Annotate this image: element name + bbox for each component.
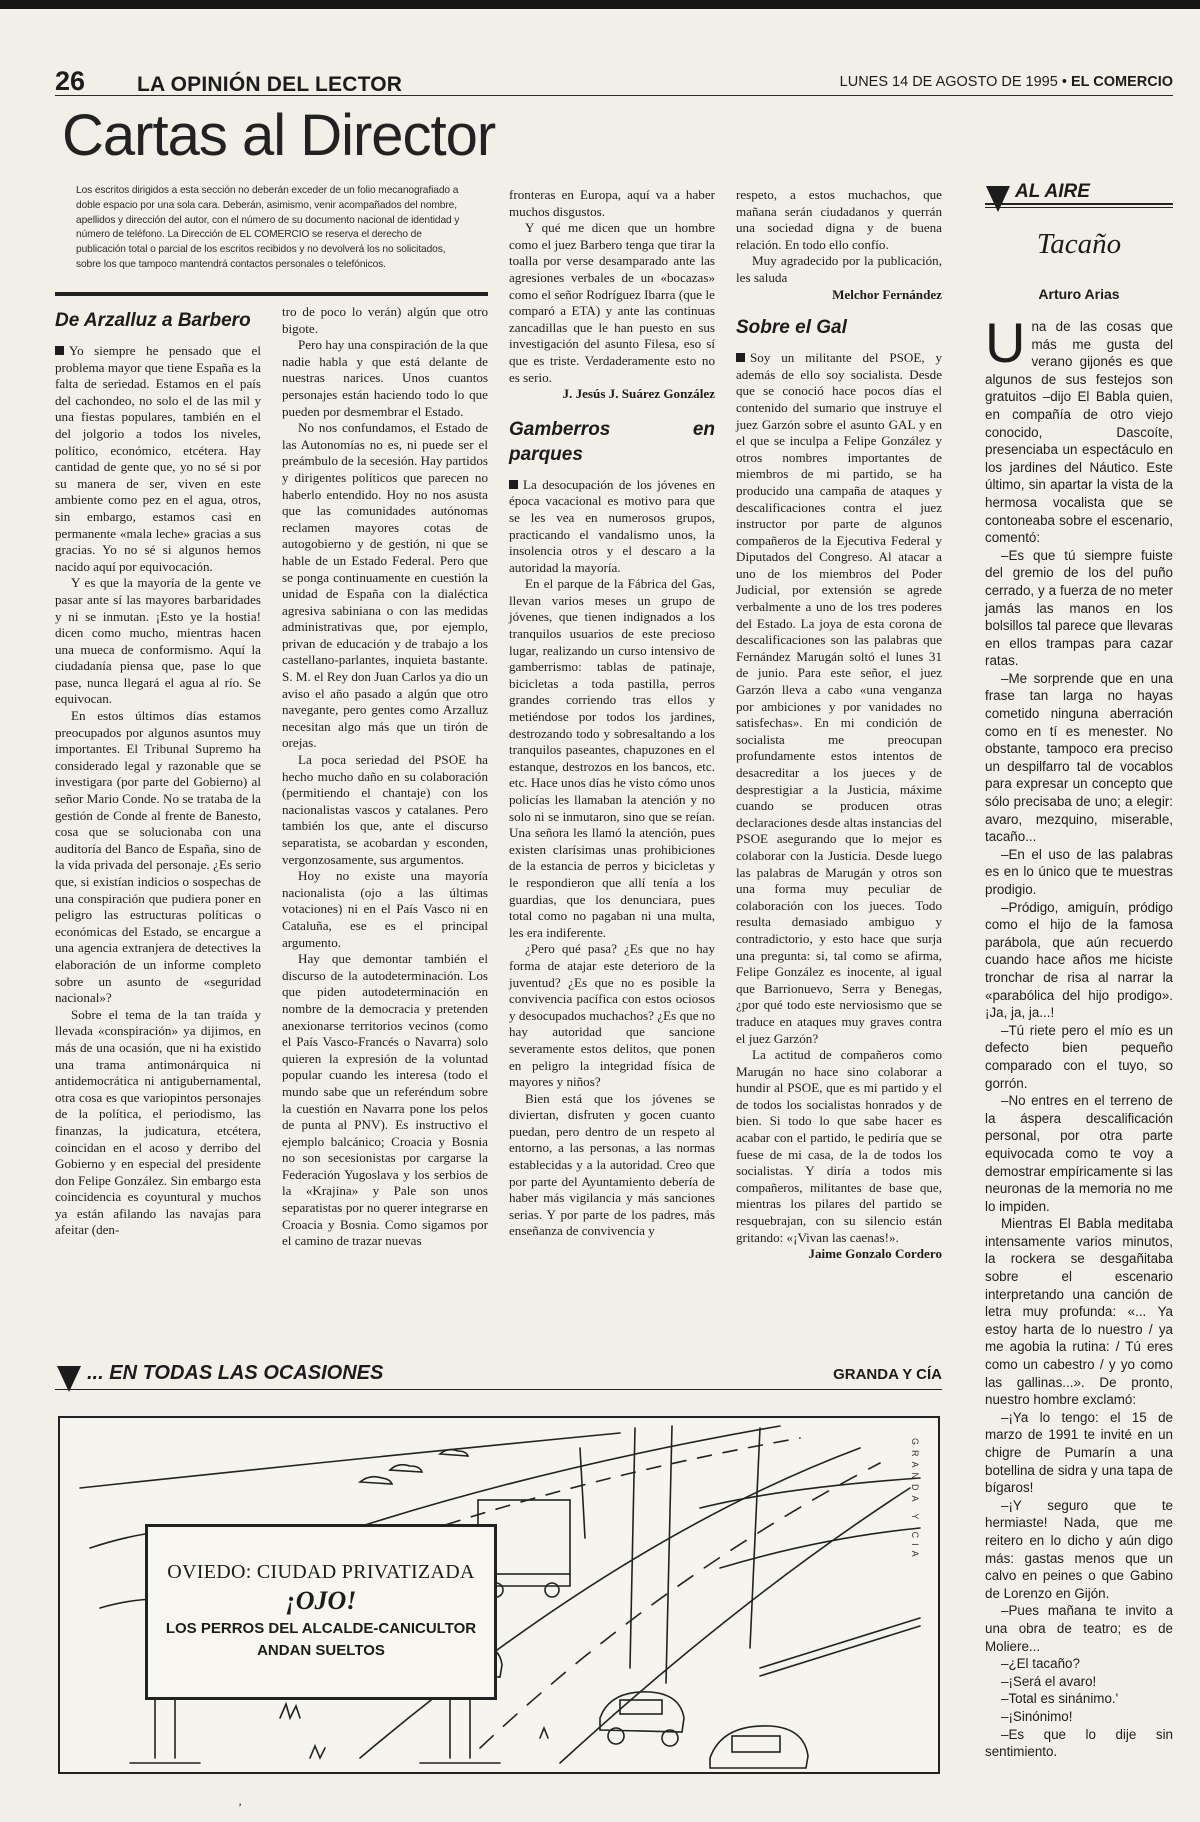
cartoon-road-edge <box>560 1488 910 1763</box>
column-4 <box>736 187 942 1263</box>
column-3 <box>509 187 715 1240</box>
al-aire-paragraph: –Es que lo dije sin sentimiento. <box>985 1726 1173 1760</box>
cartoon-car <box>710 1726 808 1768</box>
cartoon-panel <box>58 1416 940 1774</box>
cartoon-car <box>600 1692 684 1732</box>
letter3-signature: Jaime Gonzalo Cordero <box>808 1246 942 1262</box>
dropcap: U <box>985 311 1026 374</box>
section-name: LA OPINIÓN DEL LECTOR <box>137 73 403 96</box>
al-aire-paragraph: –Pues mañana te invito a una obra de teatro; es de Moliere... <box>985 1603 1173 1654</box>
letter1-paragraph: fronteras en Europa, aquí va a haber muchos disgustos. <box>509 187 715 219</box>
letter2-paragraph: Bien está que los jóvenes se diviertan, disfruten y gocen cuanto puedan, pero dentro de un respeto al entorno, a las personas, a las normas establecidas y a la autoridad. Creo que por parte del Ayuntamiento debería de haber más vigilancia y más sanciones serias. Y por parte de los padres, más enseñanza de convivencia y <box>509 1090 715 1239</box>
al-aire-column <box>985 311 1173 1761</box>
cartoon-wheel <box>545 1583 559 1597</box>
letter1-paragraph: En estos últimos días estamos preocupados por algunos asuntos muy importantes. El Tribunal Supremo ha considerado legal y razonable que se investigara (por parte del Gobierno) al señor Mario Conde. No se trataba de la gestión de Conde al frente de Banesto, cosa que se solucionaba con una auditoría del Banco de España, sino de la vida privada del personaje. ¿Es serio que, si existían indicios o sospechas de una conspiración que pudiera poner en peligro las estructuras políticas o económicas del Estado, se encargue a una agencia extranjera de detectives la elaboración de un informe completo sobre un asunto de «seguridad nacional»? <box>55 708 261 1006</box>
al-aire-paragraph: –¡Ya lo tengo: el 15 de marzo de 1991 te invité en un chigre de Pumarín a una botellina de sidra y una tapa de bígaros! <box>985 1409 1173 1496</box>
al-aire-paragraph: –Total es sinánimo.' <box>1001 1691 1119 1707</box>
cartoon-section-label: ... EN TODAS LAS OCASIONES <box>87 1362 384 1384</box>
letter1-paragraph: Y qué me dicen que un hombre como el juez Barbero tenga que tirar la toalla por verse desamparado ante las agresiones verbales de un «bocazas» como el señor Rodríguez Ibarra (que le comparó a ETA) y ante las continuas zancadillas que le han puesto en sus investigación del asunto Filesa, eso sí que es triste. Verdaderamente esto no es serio. <box>509 220 715 385</box>
cartoon-car-window <box>620 1700 662 1714</box>
billboard-line-4: ANDAN SUELTOS <box>257 1642 385 1659</box>
bullet-square-icon <box>55 346 64 355</box>
letter3-headline: Sobre el Gal <box>736 317 847 339</box>
letter1-paragraph: Pero hay una conspiración de la que nadie habla y que está delante de nuestras narices. Unos cuantos personajes están haciendo todo lo que pueden por desmembrar el Estado. <box>282 337 488 419</box>
column-author: Arturo Arias <box>1038 286 1120 302</box>
rule-letter1 <box>55 292 488 296</box>
letter2-paragraph: ¿Pero qué pasa? ¿Es que no hay forma de atajar este deterioro de la juventud? ¿Es que no es posible la convivencia pacífica con estos ociosos y desocupados muchachos? ¿Es que no hay autoridad que sancione severamente estos delitos, que ponen en peligro la integridad física de mayores y niños? <box>509 941 715 1090</box>
al-aire-paragraph: –Me sorprende que en una frase tan larga no hayas cometido ninguna aberración como en tí es menester. No obstante, tampoco era preciso un despilfarro tal de vocablos para expresar un concepto que sólo precisaba de uno; a elegir: avaro, mezquino, miserable, tacaño... <box>985 670 1173 845</box>
letter1-signature: J. Jesús J. Suárez González <box>562 386 715 402</box>
cartoon-far-car <box>390 1465 422 1472</box>
page-number: 26 <box>55 66 86 96</box>
date-line <box>840 74 1173 90</box>
letter3-text: Soy un militante del PSOE, y además de ello soy socialista. Desde que se conoció hace pocos días el contenido del sumario que instruye el juez Garzón sobre el asunto GAL y en el que se inculpa a Felipe González y otros nombres importantes de miembros de mi partido, se ha producido una campaña de ataques y descalificaciones contra el juez instructor por parte de algunos compañeros de la Ejecutiva Federal y Diputados del Congreso. Al atacar a uno de los miembros del Poder Judicial, por extensión se agrede verbalmente a uno de los tres poderes del Estado. La joya de esta corona de descalificaciones son las palabras que Fernández Marugán soltó el lunes 31 de junio. Para este señor, el juez Garzón lleva a cabo «una venganza por ambiciones y por vanidades no satisfechas». En mi condición de socialista me preocupan profundamente estos intentos de desacreditar a los jueces y de desprestigiar a la Justicia, máxime cuando se producen otras declaraciones desde altas instancias del PSOE asegurando que lo mejor es colaborar con la Justicia. Desde luego las palabras de Marugán y otros son una forma muy peculiar de colaboración con los jueces. Todo resulta demasiado ambiguo y contradictorio, y esto hace que surja una pregunta: si, tal como se afirma, Felipe González es inocente, al igual que Barrionuevo, Serra y Benegas, ¿por qué todo este nerviosismo que se traduce en ataques muy graves contra el juez Garzón? <box>736 350 942 1046</box>
al-aire-paragraph: –Pródigo, amiguín, pródigo como el hijo de la famosa parábola, que aún recuerdo cuando hace años me hiciste tronchar de risa al narrar la «parabólica del hijo prodigo». ¡Ja, ja, ja...! <box>985 899 1173 1021</box>
letter2-text: La desocupación de los jóvenes en época vacacional es motivo para que se les vea en numerosos grupos, practicando el vandalismo unos, la insolencia otros y el descaro a la autoridad la mayoría. <box>509 476 715 575</box>
cartoon-pole <box>630 1428 635 1668</box>
letter1-paragraph: tro de poco lo verán) algún que otro bigote. <box>282 304 488 336</box>
letter2-paragraph <box>509 477 715 577</box>
al-aire-header <box>985 181 1173 211</box>
date-separator: • <box>1057 74 1071 90</box>
al-aire-rule <box>985 203 1173 205</box>
letter1-paragraph: Hoy no existe una mayoría nacionalista (ojo a las últimas votaciones) ni en el País Vasco ni en Cataluña, ese es el principal argumento. <box>282 868 488 950</box>
cartoon-far-car <box>440 1450 468 1456</box>
al-aire-paragraph: –Es que tú siempre fuiste del gremio de los del puño cerrado, y a fuerza de no meter jamás las manos en los bolsillos tal parece que llevaras en ellos trampas para cazar ratas. <box>985 547 1173 669</box>
letter1-column-1 <box>55 300 261 1239</box>
cartoon-grass <box>280 1704 300 1718</box>
letter2-paragraph: En el parque de la Fábrica del Gas, llevan varios meses un grupo de jóvenes, que tienen indignados a los tranquilos usuarios de este precioso lugar, realizando un curso intensivo de gamberrismo: tablas de patinaje, bicicletas a toda pastilla, perros grandes corriendo tras ellos y metiéndose por todos los jardines, destrozando todo y sobresaltando a los tranquilos paseantes, chapuzones en el estanque, destrozos en los bancos, etc. etc. Hace unos días he visto cómo unos policías les llamaban la atención y no solo ni se inmutaron, sino que se reían. Una señora les llamó la atención, pues existen clarísimas unas prohibiciones de la estancia de perros y bicicletas y le respondieron que allí tenía a los guardias, que los denunciara, pues total como no pagaban ni una multa, les era indiferente. <box>509 576 715 940</box>
al-aire-paragraph: –¿El tacaño? <box>1001 1656 1080 1672</box>
letter1-text: Yo siempre he pensado que el problema mayor que tiene España es la falta de seriedad. Estamos en el país del cachondeo, no solo el de las mil y una fiestas populares, también en el del jolgorio a todos los niveles, político, económico, etcétera. Hay cantidad de gente que, yo no sé si por su manera de ser, viven en este ambiente como pez en el agua, otros, sin embargo, estamos casi en permanente «mala leche» gracias a sus gracias. Yo no sé si algunos hemos nacido aquí por equivocación. <box>55 343 261 574</box>
cartoon-pole <box>580 1448 585 1538</box>
page-title: Cartas al Director <box>62 103 496 168</box>
newspaper-name: EL COMERCIO <box>1070 74 1173 90</box>
cartoon-horizon-line <box>80 1433 620 1488</box>
letter2-signature: Melchor Fernández <box>832 286 942 302</box>
cartoon-far-car <box>360 1477 392 1484</box>
al-aire-paragraph: –En el uso de las palabras es en lo único que te muestras prodigio. <box>985 846 1173 897</box>
intro-note: Los escritos dirigidos a esta sección no deberán exceder de un folio mecanografiado a doble espacio por una sola cara. Deberán, asimismo, venir acompañados del nombre, apellidos y dirección del autor, con el número de su documento nacional de identidad y número de teléfono. La Dirección de EL COMERCIO se reserva el derecho de publicación total o parcial de los escritos recibidos y no devolverá los no solicitados, sobre los que tampoco mantendrá contactos personales o telefónicos. <box>76 185 460 270</box>
letter2-paragraph: Muy agradecido por la publicación, les saluda <box>736 253 942 285</box>
letter1-paragraph: La poca seriedad del PSOE ha hecho mucho daño en su colaboración (permitiendo el chantaje) con los nacionalistas vascos y catalanes. Pero también los que, ante el discurso separatista, se acobardan y esconden, vergonzosamente, sus argumentos. <box>282 752 488 867</box>
date: LUNES 14 DE AGOSTO DE 1995 <box>839 74 1058 90</box>
al-aire-paragraph: –¡Y seguro que te hermiaste! Nada, que me reitero en lo dicho y aún digo más: gastas menos que un calvo en peines o que Gabino de Lorenzo en Gijón. <box>985 1497 1173 1601</box>
bullet-square-icon <box>736 353 745 362</box>
column-title: Tacaño <box>1036 228 1122 260</box>
letter3-paragraph: La actitud de compañeros como Marugán no hace sino colaborar a hundir al PSOE, que es mi partido y el de todos los socialistas honrados y de bien. Si todo lo que sabe hacer es acabar con el partido, le pediría que se fuese de mi casa, de la de todos los socialistas. Y diría a todos mis compañeros, militantes de base que, mientras los pilares del partido se resquebrajan, con su silencio están gritando: «¡Vivan las caenas!». <box>736 1047 942 1245</box>
cartoon-guardrail <box>760 1626 920 1676</box>
cartoon-header <box>55 1360 942 1390</box>
cartoon-signature: GRANDA Y CIA <box>910 1438 920 1562</box>
letter1-paragraph: Y es que la mayoría de la gente ve pasar ante sí las mayores barbaridades y ni se inmutan. ¡Esto ye la hostia! dicen como mucho, mientras hacen una mueca de conformismo. Aquí la ciudadanía piensa que, pase lo que pase, nunca llegará el agua al río. Se equivocan. <box>55 575 261 707</box>
al-aire-text: na de las cosas que más me gusta del verano gijonés es que algunos de sus festejos son gratuitos –dijo El Babla quien, en compañía de otro viejo conocido, Dascoíte, presenciaba un espectáculo en los jardines del Náutico. Este último, sin apartar la vista de la hermosa vocalista que se contoneaba sobre el escenario, comentó: <box>985 319 1173 546</box>
billboard-line-2: ¡OJO! <box>285 1586 357 1615</box>
al-aire-paragraph: –No entres en el terreno de la áspera descalificación personal, por otra parte equivocada como te voy a demostrar empíricamente si las neuronas de la memoria no me lo impiden. <box>985 1093 1173 1214</box>
al-aire-paragraph: –¡Será el avaro! <box>1001 1673 1097 1689</box>
letter1-column-2 <box>282 304 488 1250</box>
billboard-line-1: OVIEDO: CIUDAD PRIVATIZADA <box>167 1561 475 1583</box>
letter2-headline: Gamberros en parques <box>509 418 715 465</box>
billboard-line-3: LOS PERROS DEL ALCALDE-CANICULTOR <box>165 1620 477 1637</box>
letter3-paragraph <box>736 350 942 1047</box>
al-aire-paragraph: Mientras El Babla meditaba intensamente varios minutos, la rockera se desgañitaba sobre el escenario interpretando una canción de letra muy profunda: «... Ya estoy harta de lo nuestro / ya me agobia la rutina: / Tú eres como un cabestro / y yo como las gallinas...». De pronto, nuestro hombre exclamó: <box>985 1216 1173 1408</box>
page-header <box>55 66 1173 96</box>
bullet-square-icon <box>509 480 518 489</box>
letter1-paragraph: No nos confundamos, el Estado de las Autonomías no es, ni puede ser el preámbulo de la secesión. Hay partidos y dirigentes políticos que parecen no haberlo entendido. Hoy no nos asusta que las comunidades autónomas reclamen mayores cotas de autogobierno y de gestión, ni que se hable de un Estado Federal. Pero que se ponga continuamente en cuestión la unidad de España con la dialéctica agresiva sabiniana o con las medidas administrativas que, por ejemplo, privan de educación y de trabajo a los castellano-parlantes, inquieta bastante. S. M. el Rey don Juan Carlos ya dio un aviso el año pasado a algún que otro navegante, pero gentes como Arzalluz necesitan algo más que un tirón de orejas. <box>282 420 488 751</box>
al-aire-paragraph: –¡Sinónimo! <box>1001 1708 1073 1724</box>
cartoon-pole <box>666 1426 672 1683</box>
cartoon-guardrail <box>760 1618 920 1668</box>
letter1-paragraph <box>55 343 261 575</box>
cartoon-billboard <box>145 1524 497 1700</box>
letter2-paragraph: respeto, a estos muchachos, que mañana serán ciudadanos y querrán una sociedad digna y de buena relación. En todo ello confío. <box>736 187 942 252</box>
cartoon-grass <box>310 1746 325 1758</box>
top-border <box>0 0 1200 9</box>
al-aire-paragraph: –Tú riete pero el mío es un defecto bien pequeño comparado con el tuyo, so gorrón. <box>985 1022 1173 1091</box>
cartoon-credit: GRANDA Y CÍA <box>833 1366 942 1383</box>
letter1-paragraph: Hay que demontar también el discurso de la autodeterminación. Los que piden autodeterminación en nombre de la democracia y pretenden anexionarse territorios vecinos (como el País Vasco-Francés o Navarra) solo quieren la expresión de la voluntad popular cuando les interesa (todo el mundo sabe que un referéndum sobre la cuestión en Navarra pone los pelos de punta al PNV). Es instructivo el ejemplo balcánico; Croacia y Bosnia no son secesionistas por cargarse la Federación Yugoslava y los serbios de la «Krajina» y Pale son unos separatistas por no querer integrarse en Croacia y Bosnia. Como sigamos por el camino de trazar nuevas <box>282 951 488 1249</box>
letter1-headline: De Arzalluz a Barbero <box>55 310 251 331</box>
footer-mark: ’ <box>238 1800 242 1814</box>
cartoon-pole <box>750 1428 760 1648</box>
cartoon-hill <box>720 1528 920 1568</box>
cartoon-car-window <box>732 1736 780 1752</box>
letter1-paragraph: Sobre el tema de la tan traída y llevada «conspiración» ya dijimos, en más de una ocasión, que ni ha existido una trama antimonárquica ni antidemocrática ni antigubernamental, otra cosa es que variopintos personajes de la política, el periodismo, las finanzas, la judicatura, etcétera, coincidan en el acoso y derribo del Gobierno y en especial del presidente don Felipe González. Sin embargo esta coincidencia es coyuntural y muchos ya están afilando las navajas para afeitar (den- <box>55 1006 261 1238</box>
al-aire-rule <box>985 207 1173 208</box>
cartoon-grass <box>540 1728 548 1738</box>
al-aire-label: AL AIRE <box>1015 181 1090 202</box>
al-aire-paragraph <box>985 311 1173 547</box>
